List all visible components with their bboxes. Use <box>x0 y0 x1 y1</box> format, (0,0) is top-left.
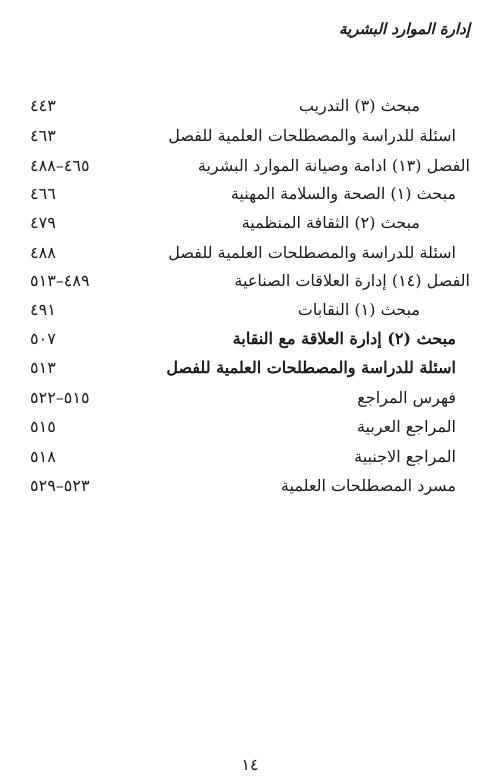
toc-entry <box>0 126 500 152</box>
toc-entry-page: ٤٩١ <box>30 300 56 319</box>
toc-entry-title: مبحث (٢) الثقافة المنظمية <box>241 213 420 232</box>
toc-entry-title: اسئلة للدراسة والمصطلحات العلمية للفصل <box>168 243 456 262</box>
toc-entry <box>0 271 500 297</box>
toc-entry <box>0 184 500 210</box>
toc-entry-title: مبحث (١) النقابات <box>297 300 420 319</box>
toc-entry-page: ٥١٨ <box>30 447 56 466</box>
toc-entry-title: فهرس المراجع <box>357 388 456 407</box>
toc-entry <box>0 156 500 182</box>
toc-entry <box>0 96 500 122</box>
toc-entry <box>0 388 500 414</box>
toc-entry-title: اسئلة للدراسة والمصطلحات العلمية للفصل <box>168 126 456 145</box>
toc-entry <box>0 476 500 502</box>
toc-entry-title: مبحث (٣) التدريب <box>298 96 420 115</box>
toc-entry-title: مبحث (٢) إدارة العلاقة مع النقابة <box>232 329 456 348</box>
toc-entry-title: الفصل (١٣) ادامة وصيانة الموارد البشرية <box>197 156 470 175</box>
toc-entry <box>0 447 500 473</box>
toc-entry <box>0 243 500 269</box>
toc-entry-page: ٥١٣ <box>30 358 56 377</box>
toc-entry <box>0 300 500 326</box>
toc-entry-page: ٥٢٣–٥٢٩ <box>30 476 90 495</box>
toc-entry <box>0 417 500 443</box>
toc-entry-title: المراجع الاجنبية <box>354 447 456 466</box>
toc-entry-title: مسرد المصطلحات العلمية <box>280 476 456 495</box>
toc-entry <box>0 213 500 239</box>
toc-entry-page: ٥٠٧ <box>30 329 56 348</box>
running-header: إدارة الموارد البشرية <box>339 20 470 38</box>
toc-entry <box>0 329 500 355</box>
toc-entry-page: ٤٦٣ <box>30 126 56 145</box>
toc-entry-title: اسئلة للدراسة والمصطلحات العلمية للفصل <box>166 358 456 377</box>
toc-entry-title: مبحث (١) الصحة والسلامة المهنية <box>230 184 456 203</box>
page-number: ١٤ <box>241 755 259 774</box>
toc-entry-page: ٤٨٨ <box>30 243 56 262</box>
toc-entry-page: ٤٨٩–٥١٣ <box>30 271 90 290</box>
toc-entry-page: ٥١٥ <box>30 417 56 436</box>
toc-entry-title: المراجع العربية <box>356 417 456 436</box>
toc-entry-page: ٥١٥–٥٢٢ <box>30 388 90 407</box>
toc-entry-page: ٤٦٦ <box>30 184 56 203</box>
toc-entry-page: ٤٤٣ <box>30 96 56 115</box>
toc-entry-page: ٤٦٥–٤٨٨ <box>30 156 90 175</box>
toc-entry <box>0 358 500 384</box>
toc-entry-title: الفصل (١٤) إدارة العلاقات الصناعية <box>234 271 470 290</box>
toc-entry-page: ٤٧٩ <box>30 213 56 232</box>
